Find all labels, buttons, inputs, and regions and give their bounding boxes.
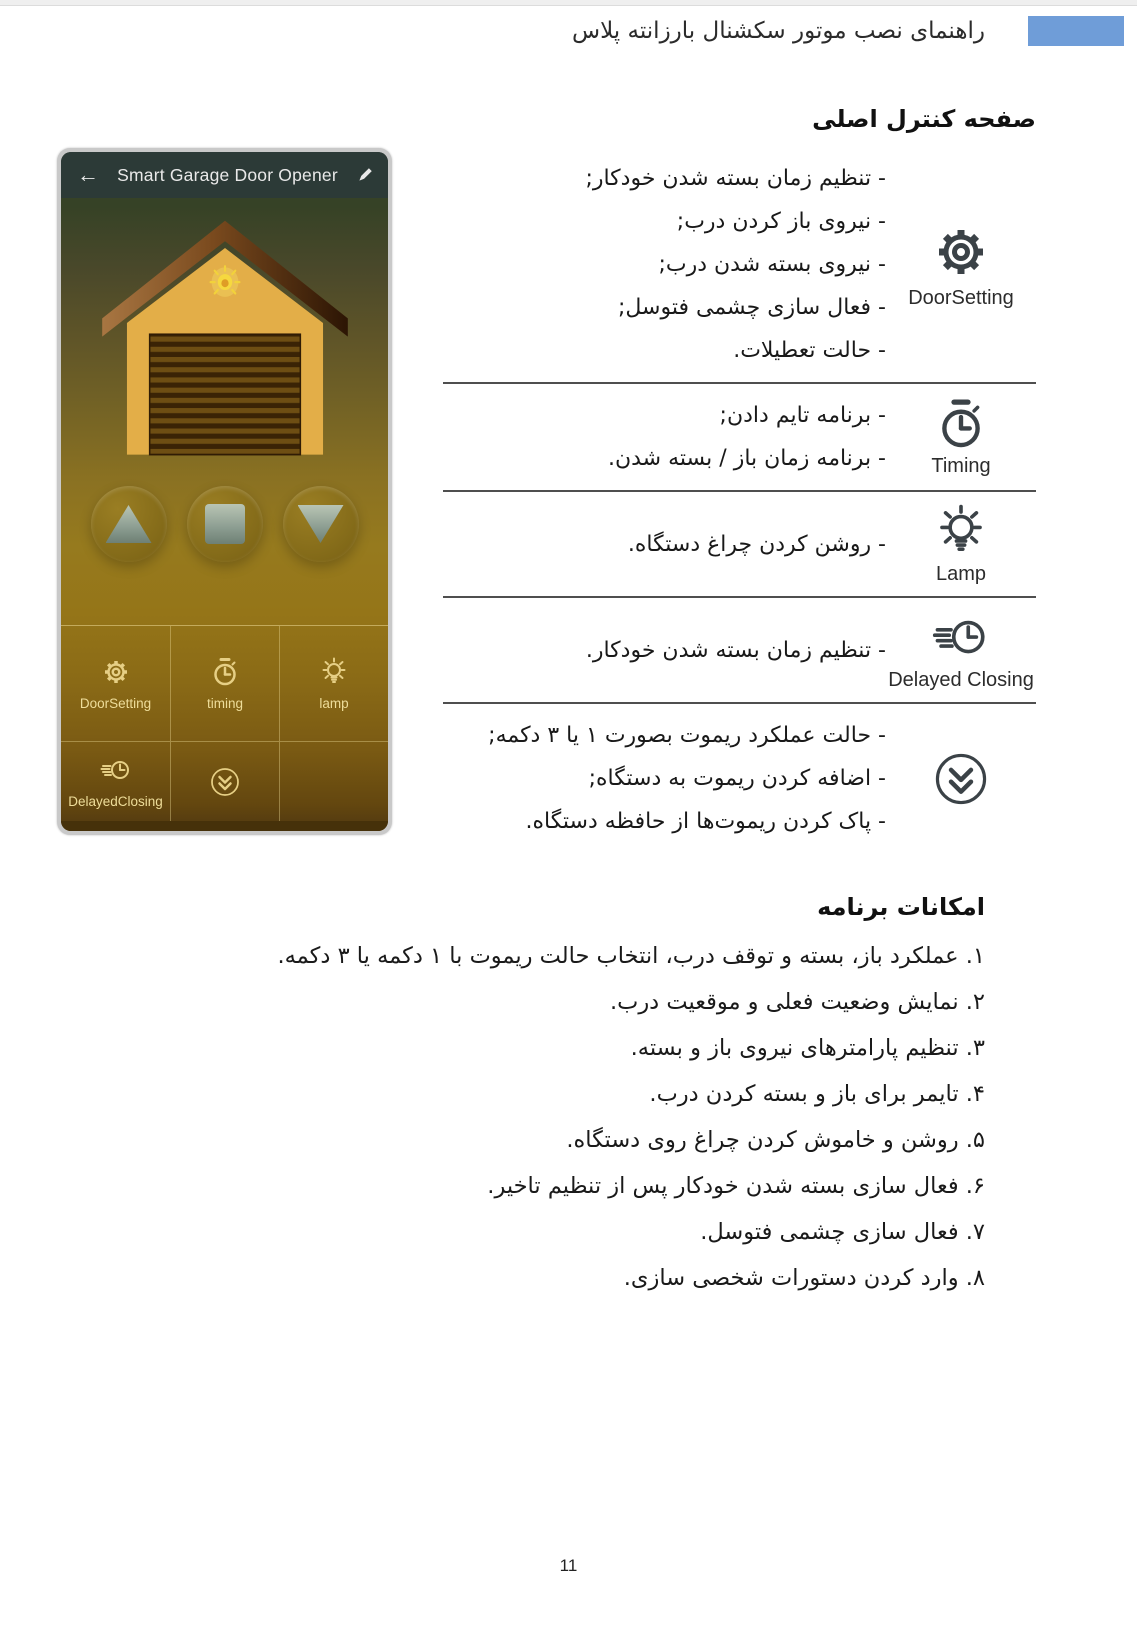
open-button[interactable] — [91, 486, 167, 562]
app-title: Smart Garage Door Opener — [117, 164, 338, 185]
bullet-line: - حالت تعطیلات. — [733, 338, 886, 363]
double-chevron-down-icon — [209, 766, 241, 798]
control-section-lamp — [443, 492, 1036, 596]
page-edge-strip — [0, 0, 1137, 6]
bullet-line: - تنظیم زمان بسته شدن خودکار. — [585, 637, 886, 663]
bullet-line: - برنامه تایم دادن; — [719, 403, 886, 428]
stopwatch-icon — [209, 656, 241, 688]
feature-item: ۷. فعال سازی چشمی فتوسل. — [700, 1219, 985, 1245]
door-control-buttons — [61, 486, 388, 562]
grid-label: DoorSetting — [79, 696, 152, 711]
grid-label: DelayedClosing — [68, 794, 163, 809]
double-chevron-down-icon — [932, 750, 990, 808]
gear-icon — [100, 656, 132, 688]
grid-label: lamp — [319, 696, 349, 711]
grid-cell-lamp[interactable] — [279, 626, 388, 741]
bullet-line: - تنظیم زمان بسته شدن خودکار; — [585, 166, 886, 191]
feature-item: ۲. نمایش وضعیت فعلی و موقعیت درب. — [609, 989, 985, 1015]
grid-cell-timing[interactable] — [170, 626, 279, 741]
fast-clock-icon — [929, 608, 993, 666]
stopwatch-icon — [933, 396, 989, 452]
grid-cell-remote[interactable] — [170, 741, 279, 821]
lamp-icon — [932, 502, 990, 560]
icon-label: Lamp — [935, 563, 987, 585]
features-heading: امکانات برنامه — [817, 893, 985, 921]
grid-cell-empty — [279, 741, 388, 821]
feature-item: ۳. تنظیم پارامترهای نیروی باز و بسته. — [630, 1035, 985, 1061]
bullet-line: - نیروی باز کردن درب; — [676, 209, 886, 234]
control-section-timing — [443, 384, 1036, 490]
grid-cell-doorsetting[interactable] — [61, 626, 170, 741]
bullet-line: - پاک کردن ریموت‌ها از حافظه دستگاه. — [525, 809, 886, 834]
feature-item: ۶. فعال سازی بسته شدن خودکار پس از تنظیم تاخیر. — [487, 1173, 985, 1199]
bullet-line: - فعال سازی چشمی فتوسل; — [617, 295, 886, 320]
features-list — [125, 893, 985, 1301]
bullet-line: - حالت عملکرد ریموت بصورت ۱ یا ۳ دکمه; — [488, 723, 886, 748]
icon-label: Delayed Closing — [888, 669, 1034, 691]
app-screenshot — [57, 148, 392, 835]
control-section-delayed-closing — [443, 598, 1036, 702]
garage-illustration — [96, 214, 354, 458]
app-main-area — [61, 198, 388, 831]
grid-label: timing — [206, 696, 243, 711]
page-header — [572, 16, 1124, 46]
control-section-doorsetting — [443, 147, 1036, 382]
header-accent-bar — [1028, 16, 1124, 46]
gear-icon — [929, 220, 993, 284]
document-header-title: راهنمای نصب موتور سکشنال بارزانته پلاس — [572, 18, 985, 44]
control-page-legend — [443, 105, 1036, 853]
feature-item: ۸. وارد کردن دستورات شخصی سازی. — [623, 1265, 985, 1291]
stop-square-icon — [205, 504, 245, 544]
feature-item: ۴. تایمر برای باز و بسته کردن درب. — [649, 1081, 985, 1107]
bullet-line: - روشن کردن چراغ دستگاه. — [627, 531, 886, 557]
down-triangle-icon — [298, 505, 344, 543]
up-triangle-icon — [106, 505, 152, 543]
fast-clock-icon — [100, 754, 132, 786]
page-number: 11 — [559, 1556, 578, 1575]
app-bar — [61, 152, 388, 198]
bullet-line: - اضافه کردن ریموت به دستگاه; — [588, 766, 886, 791]
feature-item: ۱. عملکرد باز، بسته و توقف درب، انتخاب حالت ریموت با ۱ دکمه یا ۳ دکمه. — [277, 943, 985, 969]
app-feature-grid — [61, 625, 388, 821]
close-button[interactable] — [283, 486, 359, 562]
control-section-remote — [443, 704, 1036, 853]
feature-item: ۵. روشن و خاموش کردن چراغ روی دستگاه. — [566, 1127, 985, 1153]
bullet-line: - برنامه زمان باز / بسته شدن. — [607, 446, 886, 471]
app-screen — [61, 152, 388, 831]
grid-cell-delayedclosing[interactable] — [61, 741, 170, 821]
icon-label: DoorSetting — [908, 286, 1014, 309]
back-arrow-icon[interactable]: ← — [77, 162, 99, 187]
bullet-line: - نیروی بسته شدن درب; — [658, 252, 886, 277]
icon-label: Timing — [931, 455, 991, 477]
stop-button[interactable] — [187, 486, 263, 562]
section-heading: صفحه کنترل اصلی — [812, 105, 1036, 133]
edit-pencil-icon[interactable] — [356, 166, 374, 184]
screen-bottom-strip — [61, 821, 388, 831]
lamp-icon — [318, 656, 350, 688]
